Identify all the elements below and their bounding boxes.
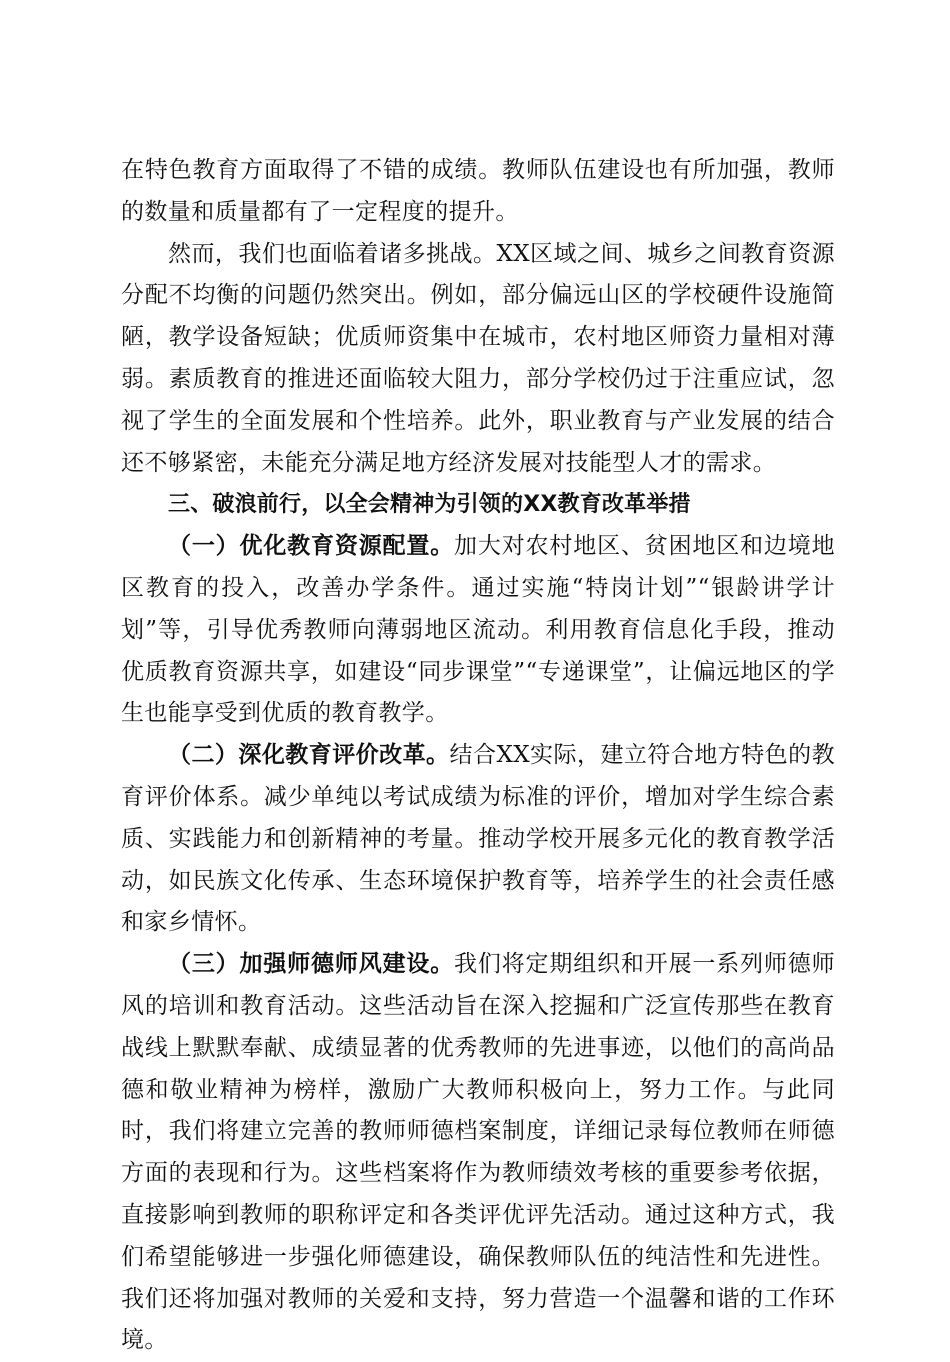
measure-lead-3: （三）加强师德师风建设。	[168, 951, 455, 978]
measure-lead-1: （一）优化教育资源配置。	[168, 533, 455, 560]
measure-text-3: 我们将定期组织和开展一系列师德师风的培训和教育活动。这些活动旨在深入挖掘和广泛宣传那些在教育战线上默默奉献、成绩显著的优秀教师的先进事迹，以他们的高尚品德和敬业精神为榜样，激励广大教师积极向上，努力工作。与此同时，我们将建立完善的教师师德档案制度，详细记录每位教师在师德方面的表现和行为。这些档案将作为教师绩效考核的重要参考依据，直接影响到教师的职称评定和各类评优评先活动。通过这种方式，我们希望能够进一步强化师德建设，确保教师队伍的纯洁性和先进性。我们还将加强对教师的关爱和支持，努力营造一个温馨和谐的工作环境。	[121, 951, 835, 1354]
measure-text-1: 加大对农村地区、贫困地区和边境地区教育的投入，改善办学条件。通过实施“特岗计划”“银龄讲学计划”等，引导优秀教师向薄弱地区流动。利用教育信息化手段，推动优质教育资源共享，如建设“同步课堂”“专递课堂”，让偏远地区的学生也能享受到优质的教育教学。	[121, 533, 835, 727]
measure-text-2: 结合XX实际，建立符合地方特色的教育评价体系。减少单纯以考试成绩为标准的评价，增加对学生综合素质、实践能力和创新精神的考量。推动学校开展多元化的教育教学活动，如民族文化传承、生态环境保护教育等，培养学生的社会责任感和家乡情怀。	[121, 742, 835, 936]
measure-lead-2: （二）深化教育评价改革。	[168, 742, 450, 769]
section-heading: 三、破浪前行，以全会精神为引领的XX教育改革举措	[168, 492, 691, 518]
paragraph-continued: 在特色教育方面取得了不错的成绩。教师队伍建设也有所加强，教师的数量和质量都有了一定程度的提升。	[121, 157, 835, 225]
paragraph-challenges: 然而，我们也面临着诸多挑战。XX区域之间、城乡之间教育资源分配不均衡的问题仍然突出。例如，部分偏远山区的学校硬件设施简陋，教学设备短缺；优质师资集中在城市，农村地区师资力量相对薄弱。素质教育的推进还面临较大阻力，部分学校仍过于注重应试，忽视了学生的全面发展和个性培养。此外，职业教育与产业发展的结合还不够紧密，未能充分满足地方经济发展对技能型人才的需求。	[121, 240, 835, 476]
measure-paragraph-2	[121, 735, 835, 944]
document-body	[121, 150, 835, 1362]
measure-paragraph-1	[121, 526, 835, 735]
measure-paragraph-3	[121, 944, 835, 1362]
